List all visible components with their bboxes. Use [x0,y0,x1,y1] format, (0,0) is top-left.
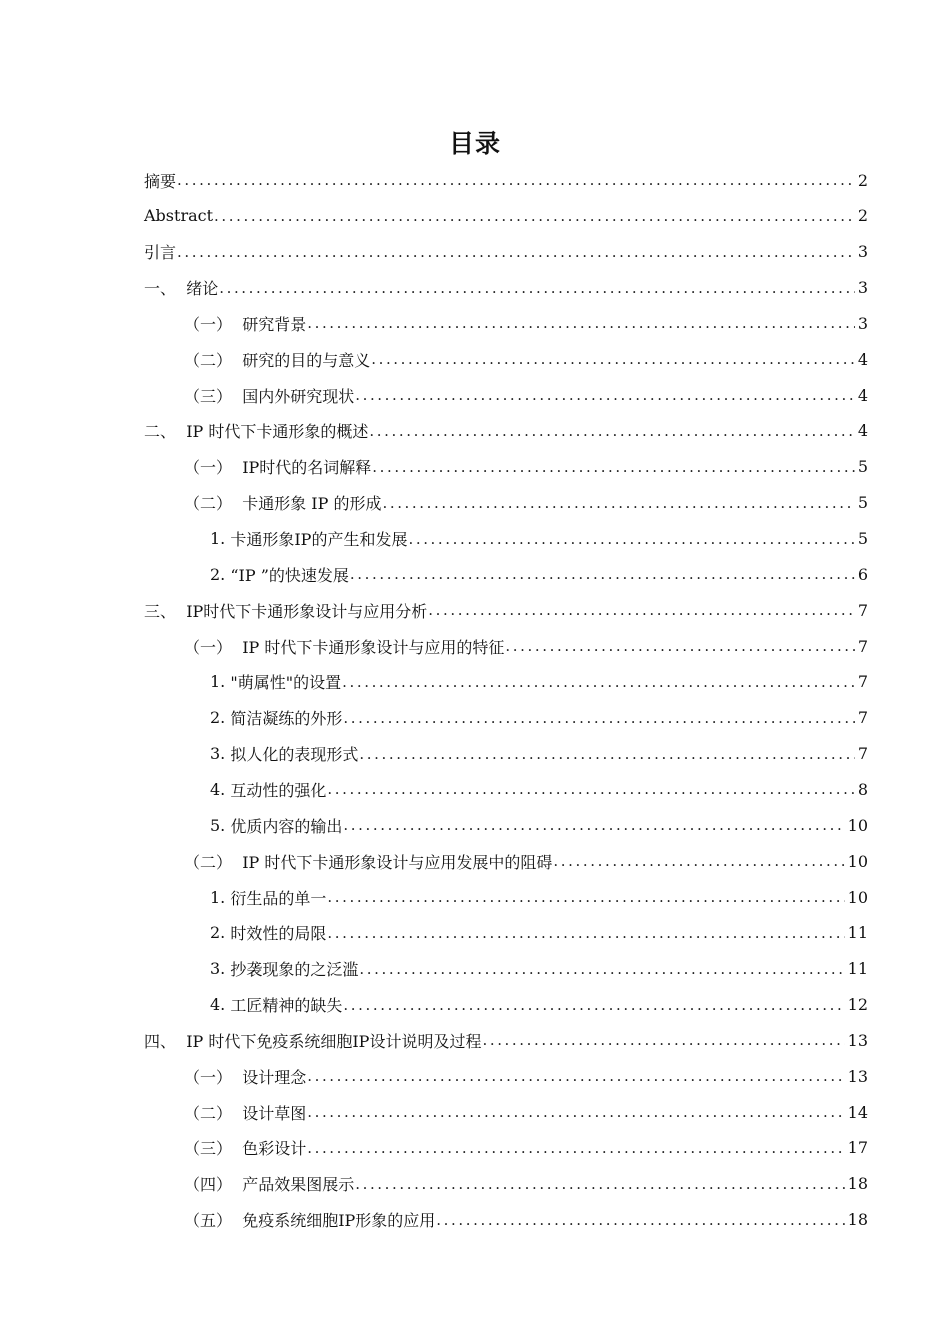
dot-leader [307,1067,844,1085]
toc-entry-page-number: 13 [847,1030,868,1050]
toc-entry-number: 三、 [144,601,187,621]
toc-entry-number: （二） [184,852,243,872]
toc-entry[interactable] [210,951,868,987]
toc-entry[interactable] [144,162,868,198]
dot-leader [219,279,855,297]
toc-entry-number: 1. [210,529,231,548]
toc-entry-page-number: 10 [847,851,868,871]
toc-entry[interactable] [210,771,868,807]
toc-entry-page-number: 7 [857,600,868,620]
dot-leader [482,1031,844,1049]
toc-entry[interactable] [210,915,868,951]
toc-entry-number: 2. [210,708,231,728]
toc-entry-number: （三） [184,1139,243,1159]
dot-leader [343,816,844,834]
toc-entry-label: 工匠精神的缺失 [230,996,343,1016]
toc-entry-page-number: 8 [857,779,868,799]
toc-entry-label: 卡通形象 IP 的形成 [242,494,382,514]
dot-leader [214,207,855,225]
toc-entry-page-number: 7 [857,672,868,692]
toc-entry-label: 时效性的局限 [230,924,327,944]
toc-entry-page-number: 4 [857,349,868,369]
toc-entry-number: 4. [210,779,231,799]
toc-entry-page-number: 7 [857,744,868,764]
toc-entry[interactable] [144,234,868,270]
toc-entry-number: （二） [184,350,243,370]
toc-entry-page-number: 5 [857,457,868,477]
toc-entry[interactable] [144,198,868,234]
dot-leader [327,888,844,906]
dot-leader [355,1175,844,1193]
toc-entry-page-number: 2 [857,170,868,190]
toc-entry-label: IP 时代下卡通形象的概述 [186,422,369,442]
toc-entry-label: "萌属性"的设置 [230,673,342,693]
toc-entry-page-number: 6 [857,564,868,584]
toc-entry-number: 3. [210,959,231,979]
toc-entry-number: 4. [210,995,231,1015]
toc-entry-label: 绪论 [186,279,219,299]
dot-leader [177,171,855,189]
toc-entry-page-number: 10 [847,887,868,907]
toc-entry[interactable] [210,807,868,843]
toc-entry-page-number: 7 [857,636,868,656]
toc-entry-label: 设计理念 [242,1067,307,1087]
toc-entry-page-number: 4 [857,421,868,441]
toc-entry[interactable] [210,664,868,700]
toc-entry-label: 衍生品的单一 [230,888,327,908]
toc-entry[interactable] [184,1130,868,1166]
dot-leader [342,673,855,691]
toc-entry[interactable] [184,449,868,485]
page-title: 目录 [448,129,501,158]
dot-leader [372,458,855,476]
toc-entry[interactable] [184,485,868,521]
toc-entry-label: 国内外研究现状 [242,386,355,406]
toc-entry-number: 一、 [144,279,187,299]
dot-leader [355,386,855,404]
dot-leader [408,530,854,548]
dot-leader [369,422,854,440]
toc-entry[interactable] [184,377,868,413]
toc-entry[interactable] [184,305,868,341]
toc-entry-page-number: 11 [847,959,868,979]
toc-entry[interactable] [210,879,868,915]
toc-entry[interactable] [210,987,868,1023]
toc-entry-page-number: 2 [857,206,868,226]
toc-entry-number: （二） [184,1103,243,1123]
toc-entry-page-number: 13 [847,1066,868,1086]
toc-entry[interactable] [184,1166,868,1202]
dot-leader [307,1139,844,1157]
toc-entry-label: 设计草图 [242,1103,307,1123]
toc-entry-label: IP 时代下卡通形象设计与应用发展中的阻碍 [242,852,553,872]
toc-entry[interactable] [144,413,868,449]
toc-entry-page-number: 18 [847,1210,868,1230]
toc-entry-page-number: 17 [847,1138,868,1158]
toc-entry-label: 卡通形象IP的产生和发展 [230,530,408,549]
dot-leader [177,243,855,261]
toc-entry-page-number: 18 [847,1174,868,1194]
dot-leader [327,780,854,798]
toc-entry-label: 研究背景 [242,314,307,334]
toc-entry-number: （一） [184,1067,243,1087]
toc-entry-page-number: 4 [857,385,868,405]
toc-entry[interactable] [184,341,868,377]
dot-leader [382,494,854,512]
toc-entry[interactable] [210,521,868,557]
toc-entry-number: 1. [210,672,231,692]
toc-entry-page-number: 3 [857,242,868,262]
toc-entry-label: IP 时代下卡通形象设计与应用的特征 [242,637,505,657]
toc-entry-label: 研究的目的与意义 [242,350,371,370]
toc-entry-page-number: 5 [857,529,868,548]
toc-entry-number: 2. [210,923,231,943]
toc-entry[interactable] [210,556,868,592]
toc-entry-page-number: 11 [847,923,868,943]
toc-entry-page-number: 5 [857,493,868,513]
toc-entry-number: （一） [184,458,243,478]
toc-entry-page-number: 3 [857,278,868,298]
toc-entry-number: 四、 [144,1031,187,1051]
dot-leader [327,924,844,942]
toc-entry-label: 简洁凝练的外形 [230,709,343,729]
toc-entry[interactable] [184,1094,868,1130]
toc-entry-page-number: 14 [847,1102,868,1122]
toc-entry-label: 互动性的强化 [230,780,327,800]
dot-leader [343,709,854,727]
toc-entry-number: 3. [210,744,231,764]
dot-leader [359,960,844,978]
toc-entry-label: 抄袭现象的之泛滥 [230,960,359,980]
toc-entry[interactable] [184,1058,868,1094]
toc-entry-number: （二） [184,494,243,514]
dot-leader [307,314,855,332]
toc-entry[interactable] [144,270,868,306]
toc-entry-label: 拟人化的表现形式 [230,745,359,765]
toc-entry-number: （一） [184,314,243,334]
toc-entry-label: “IP ”的快速发展 [230,565,349,585]
dot-leader [371,350,855,368]
dot-leader [505,637,854,655]
toc-entry[interactable] [184,1202,868,1238]
toc-entry[interactable] [184,843,868,879]
toc-entry-number: （四） [184,1175,243,1195]
toc-entry[interactable] [210,736,868,772]
toc-entry-label: 优质内容的输出 [230,816,343,836]
toc-entry[interactable] [184,628,868,664]
toc-entry-label: 引言 [144,243,177,263]
toc-entry-label: 免疫系统细胞IP形象的应用 [242,1211,436,1231]
toc-entry-number: 5. [210,815,231,835]
dot-leader [307,1103,844,1121]
toc-entry-label: Abstract [144,206,214,226]
toc-entry-page-number: 3 [857,313,868,333]
dot-leader [350,565,855,583]
toc-entry[interactable] [210,700,868,736]
toc-entry-number: 二、 [144,422,187,442]
toc-entry-label: IP时代的名词解释 [242,458,372,478]
toc-entry-number: 1. [210,887,231,907]
toc-entry-number: （五） [184,1211,243,1231]
toc-entry-label: IP 时代下免疫系统细胞IP设计说明及过程 [186,1031,482,1051]
toc-entry-page-number: 12 [847,995,868,1015]
toc-entry-page-number: 10 [847,815,868,835]
toc-entry-label: 产品效果图展示 [242,1175,355,1195]
toc-entry-label: 摘要 [144,171,177,191]
dot-leader [436,1211,844,1229]
dot-leader [553,852,844,870]
toc-entry-number: （一） [184,637,243,657]
toc-entry-page-number: 7 [857,708,868,728]
toc-entry[interactable] [144,592,868,628]
toc-entry[interactable] [144,1022,868,1058]
dot-leader [359,745,854,763]
toc-entry-label: 色彩设计 [242,1139,307,1159]
toc-entry-label: IP时代下卡通形象设计与应用分析 [186,601,428,621]
toc-entry-number: （三） [184,386,243,406]
dot-leader [343,996,844,1014]
dot-leader [428,601,855,619]
toc-entry-number: 2. [210,564,231,584]
